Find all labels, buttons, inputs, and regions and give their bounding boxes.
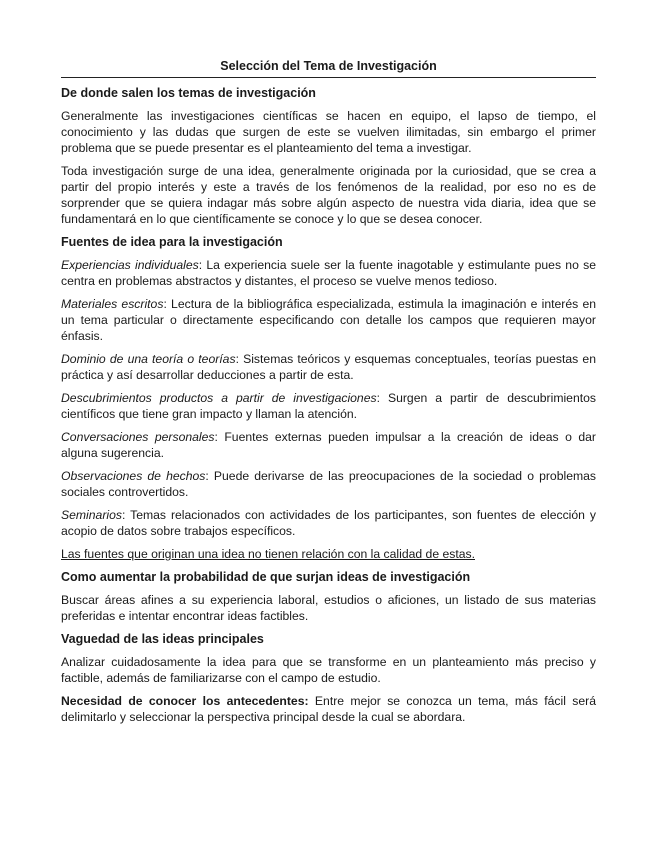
source-text: : Temas relacionados con actividades de los participantes, son fuentes de elección y acopio de datos sobre trabajos específicos. [61,508,596,538]
origin-paragraph-1: Generalmente las investigaciones científicas se hacen en equipo, el lapso de tiempo, el conocimiento y las dudas que surgen de este se vuelven ilimitadas, sin embargo el primer problema que se puede presentar es el planteamiento del tema a investigar. [61,109,596,155]
increase-paragraph: Buscar áreas afines a su experiencia laboral, estudios o aficiones, un listado de sus materias preferidas e intentar encontrar ideas factibles. [61,593,596,623]
source-term: Materiales escritos [61,297,164,311]
source-text: : Fuentes externas pueden impulsar a la creación de ideas o dar alguna sugerencia. [61,430,596,460]
heading-origin: De donde salen los temas de investigación [61,86,316,100]
sources-note-text: Las fuentes que originan una idea no tienen relación con la calidad de estas. [61,547,475,561]
source-item [61,429,596,461]
source-term: Experiencias individuales [61,258,199,272]
sources-note [61,546,596,562]
heading-sources: Fuentes de idea para la investigación [61,235,283,249]
source-term: Conversaciones personales [61,430,215,444]
source-item [61,351,596,383]
source-text: : La experiencia suele ser la fuente inagotable y estimulante pues no se centra en problemas abstractos y distantes, el proceso se vuelve menos tedioso. [61,258,596,288]
background-term: Necesidad de conocer los antecedentes: [61,694,309,708]
source-text: : Lectura de la bibliográfica especializada, estimula la imaginación e interés en un tema particular o directamente especificando con detalle los campos que requieren mayor énfasis. [61,297,596,343]
source-item [61,468,596,500]
source-item [61,257,596,289]
heading-vagueness: Vaguedad de las ideas principales [61,632,264,646]
document-title: Selección del Tema de Investigación [61,58,596,78]
source-term: Dominio de una teoría o teorías [61,352,236,366]
background-paragraph [61,693,596,725]
origin-paragraph-2: Toda investigación surge de una idea, generalmente originada por la curiosidad, que se crea a partir del propio interés y este a través de los fenómenos de la realidad, por eso no es de sorprender que se quiera indagar más sobre algún aspecto de nuestra vida diaria, idea que se fundamentará en lo que científicamente se conoce y lo que se desea conocer. [61,164,596,226]
vagueness-paragraph: Analizar cuidadosamente la idea para que se transforme en un planteamiento más preciso y factible, además de familiarizarse con el campo de estudio. [61,655,596,685]
document-page [61,58,596,732]
source-term: Descubrimientos productos a partir de investigaciones [61,391,377,405]
source-text: : Surgen a partir de descubrimientos científicos que tiene gran impacto y llaman la atención. [61,391,596,421]
source-term: Seminarios [61,508,122,522]
source-item [61,507,596,539]
source-term: Observaciones de hechos [61,469,206,483]
source-text: : Sistemas teóricos y esquemas conceptuales, teorías puestas en práctica y así desarrollar deducciones a partir de esta. [61,352,596,382]
source-item [61,296,596,344]
source-text: : Puede derivarse de las preocupaciones de la sociedad o problemas sociales controvertidos. [61,469,597,499]
background-text: Entre mejor se conozca un tema, más fácil será delimitarlo y seleccionar la perspectiva principal desde la cual se abordara. [61,694,596,724]
source-item [61,390,596,422]
heading-increase: Como aumentar la probabilidad de que surjan ideas de investigación [61,570,471,584]
